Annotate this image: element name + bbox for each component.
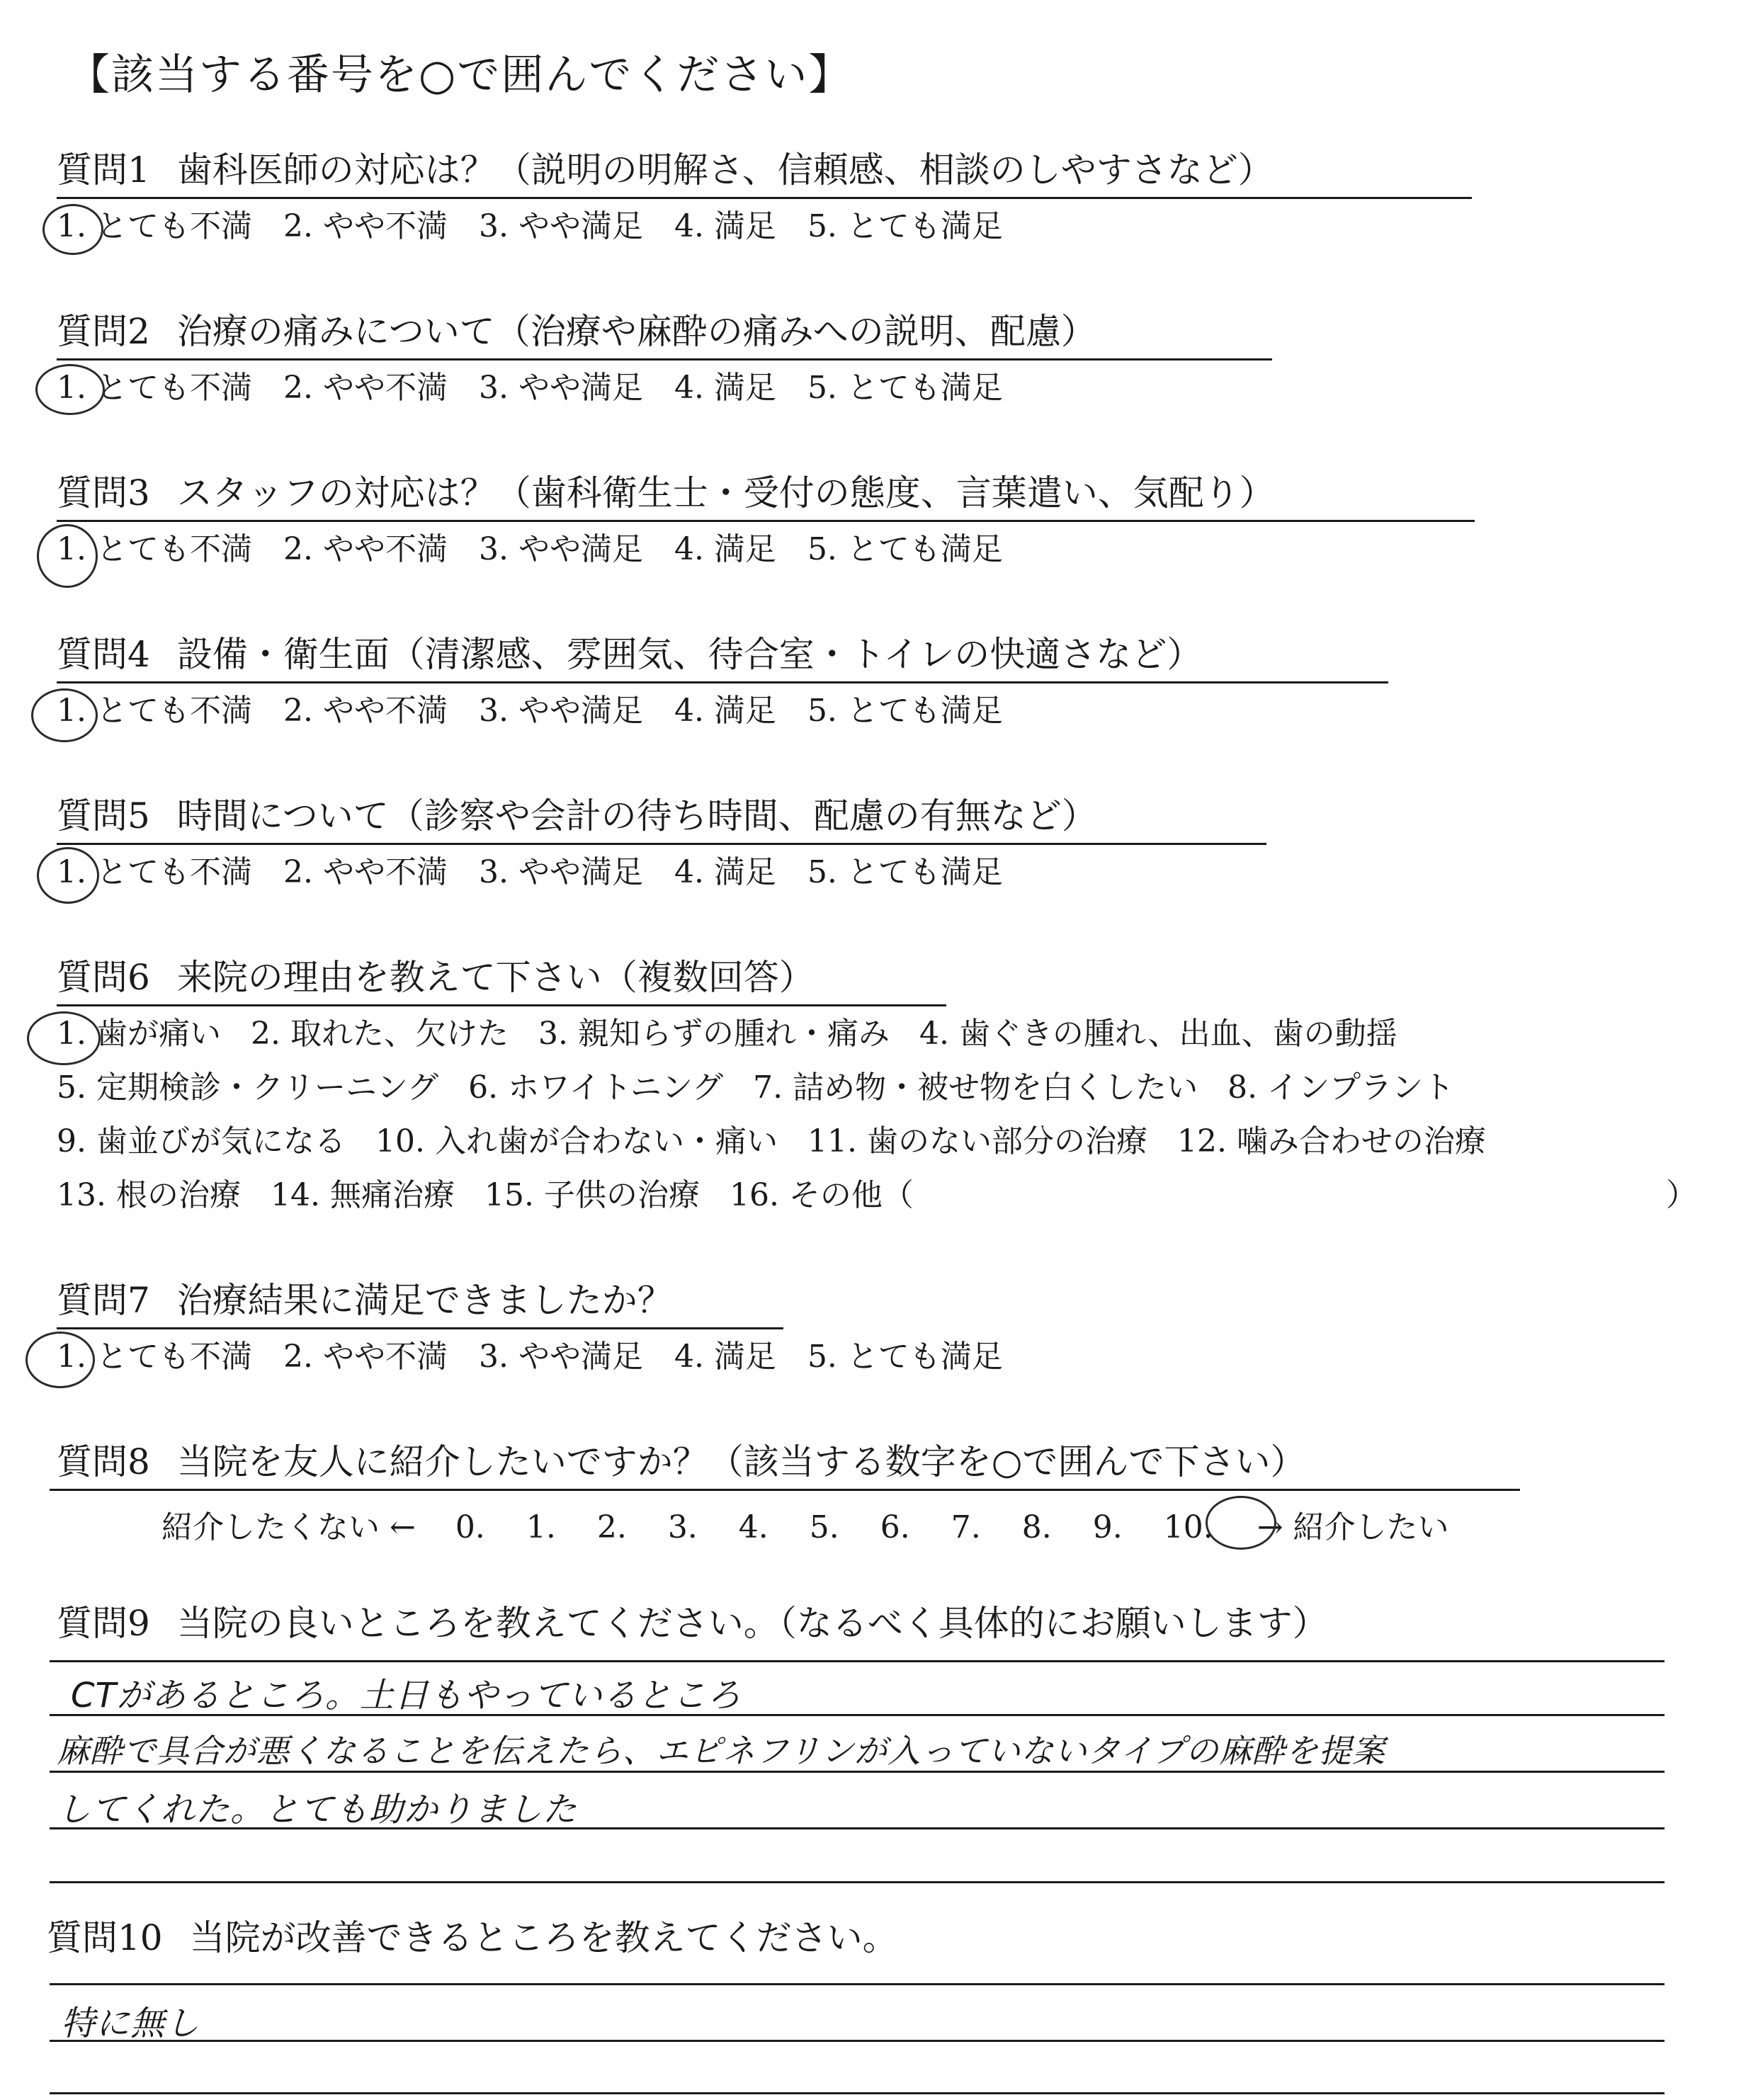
question-text: 歯科医師の対応は？（説明の明解さ、信頼感、相談のしやすさなど） bbox=[176, 149, 1274, 191]
option-label: とても不満 bbox=[96, 370, 252, 406]
option-label: 親知らずの腫れ・痛み bbox=[577, 1016, 890, 1052]
question-underline bbox=[57, 1327, 783, 1329]
question-text: スタッフの対応は？（歯科衛生士・受付の態度、言葉遣い、気配り） bbox=[176, 472, 1275, 513]
scale-option[interactable]: 10. bbox=[1163, 1509, 1213, 1545]
option-number: 4. bbox=[674, 1339, 704, 1375]
rating-options-q1 bbox=[57, 207, 1034, 246]
option-number: 5. bbox=[807, 854, 837, 890]
option-label: ホワイトニング bbox=[508, 1069, 724, 1106]
answer-circle bbox=[37, 847, 99, 904]
reason-options-line-3 bbox=[57, 1122, 1516, 1162]
option-label: 満足 bbox=[713, 208, 776, 244]
option-number: 5. bbox=[807, 208, 837, 244]
option-label: 子供の治療 bbox=[543, 1177, 700, 1213]
option-label: インプラント bbox=[1267, 1069, 1455, 1106]
option[interactable] bbox=[919, 1014, 1397, 1054]
option[interactable] bbox=[57, 1068, 438, 1108]
question-text: 当院の良いところを教えてください。（なるべく具体的にお願いします） bbox=[176, 1603, 1328, 1644]
question-number: 質問6 bbox=[57, 957, 150, 998]
question-text: 来院の理由を教えて下さい（複数回答） bbox=[176, 957, 815, 998]
option-number: 8. bbox=[1227, 1069, 1258, 1106]
handwritten-answer-line: CTがあるところ。土日もやっているところ bbox=[71, 1676, 742, 1715]
option[interactable] bbox=[674, 530, 776, 569]
option-label: やや満足 bbox=[518, 1339, 643, 1375]
option-number: 2. bbox=[250, 1016, 280, 1052]
option-label: やや満足 bbox=[518, 208, 643, 244]
question-3 bbox=[57, 472, 1279, 514]
option-number: 2. bbox=[283, 854, 313, 890]
rating-options-q4 bbox=[57, 691, 1034, 731]
option-number: 1. bbox=[57, 370, 86, 406]
reason-options-line-4 bbox=[57, 1176, 943, 1215]
option-label: やや満足 bbox=[518, 370, 643, 406]
option-label: 満足 bbox=[713, 854, 776, 890]
option-label: 根の治療 bbox=[115, 1177, 241, 1213]
option-number: 14. bbox=[270, 1177, 320, 1213]
question-2 bbox=[57, 310, 1101, 353]
option-label: やや不満 bbox=[322, 854, 448, 890]
option[interactable] bbox=[283, 853, 448, 892]
question-number: 質問9 bbox=[57, 1603, 150, 1644]
option-label: やや満足 bbox=[518, 531, 643, 567]
rating-options-q3 bbox=[57, 530, 1034, 569]
option-label: やや満足 bbox=[518, 693, 643, 729]
option-number: 4. bbox=[674, 370, 704, 406]
option-label: とても満足 bbox=[846, 693, 1003, 729]
question-underline bbox=[50, 1489, 1520, 1491]
scale-option[interactable]: 7. bbox=[951, 1509, 981, 1545]
answer-circle bbox=[1206, 1496, 1276, 1550]
option[interactable] bbox=[753, 1068, 1198, 1108]
rating-options-q7 bbox=[57, 1337, 1034, 1377]
option-number: 5. bbox=[807, 370, 837, 406]
option[interactable] bbox=[468, 1068, 723, 1108]
option-label: とても不満 bbox=[96, 208, 252, 244]
option-number: 7. bbox=[753, 1069, 783, 1106]
option[interactable] bbox=[538, 1014, 890, 1054]
question-9 bbox=[57, 1602, 1332, 1645]
scale-option[interactable]: 4. bbox=[738, 1509, 769, 1545]
option[interactable] bbox=[57, 1176, 241, 1215]
option-label: 無痛治療 bbox=[329, 1177, 455, 1213]
option[interactable] bbox=[807, 1337, 1003, 1377]
option-number: 3. bbox=[478, 1339, 509, 1375]
option-label: 歯が痛い bbox=[96, 1016, 221, 1052]
option-number: 4. bbox=[674, 208, 704, 244]
question-number: 質問10 bbox=[47, 1917, 163, 1958]
option-label: やや不満 bbox=[322, 693, 448, 729]
option-label: 満足 bbox=[713, 693, 776, 729]
option[interactable] bbox=[283, 1337, 448, 1377]
option[interactable] bbox=[674, 207, 776, 246]
option-number: 15. bbox=[484, 1177, 534, 1213]
option[interactable] bbox=[479, 530, 643, 569]
option-number: 6. bbox=[468, 1069, 499, 1106]
option-label: その他（ bbox=[788, 1177, 914, 1213]
question-4 bbox=[57, 633, 1206, 676]
option-label: とても満足 bbox=[846, 531, 1003, 567]
option-number: 2. bbox=[283, 531, 313, 567]
question-number: 質問5 bbox=[57, 795, 150, 836]
option-label: 詰め物・被せ物を白くしたい bbox=[793, 1069, 1198, 1106]
option[interactable] bbox=[807, 207, 1003, 246]
answer-circle bbox=[27, 1011, 101, 1065]
question-text: 当院を友人に紹介したいですか？（該当する数字を○で囲んで下さい） bbox=[176, 1441, 1306, 1482]
option-number: 2. bbox=[283, 208, 313, 244]
option[interactable] bbox=[375, 1122, 778, 1162]
option-label: とても満足 bbox=[846, 1339, 1003, 1375]
option-number: 10. bbox=[375, 1123, 425, 1159]
scale-left-label: 紹介したくない ← bbox=[161, 1509, 416, 1545]
option-label: やや満足 bbox=[518, 854, 643, 890]
option[interactable] bbox=[807, 368, 1003, 408]
answer-circle bbox=[31, 688, 98, 742]
writing-line bbox=[50, 1881, 1665, 1883]
handwritten-answer-line: 麻酔で具合が悪くなることを伝えたら、エピネフリンが入っていないタイプの麻酔を提案 bbox=[57, 1732, 1385, 1770]
option[interactable] bbox=[807, 530, 1003, 569]
option-label: 入れ歯が合わない・痛い bbox=[434, 1123, 778, 1159]
option-label: やや不満 bbox=[322, 1339, 448, 1375]
option[interactable] bbox=[484, 1176, 700, 1215]
scale-option[interactable]: 3. bbox=[667, 1509, 698, 1545]
option-label: 取れた、欠けた bbox=[290, 1016, 509, 1052]
option-number: 4. bbox=[919, 1016, 949, 1052]
scale-numbers bbox=[455, 1509, 1254, 1545]
other-close-paren: ） bbox=[1666, 1177, 1697, 1213]
scale-option[interactable]: 9. bbox=[1092, 1509, 1123, 1545]
option-number: 3. bbox=[478, 693, 509, 729]
question-text: 治療の痛みについて（治療や麻酔の痛みへの説明、配慮） bbox=[176, 311, 1096, 352]
option-number: 5. bbox=[807, 531, 837, 567]
answer-circle bbox=[42, 204, 103, 255]
option-label: とても満足 bbox=[846, 370, 1003, 406]
option[interactable] bbox=[807, 853, 1003, 892]
option-number: 2. bbox=[283, 1339, 313, 1375]
option-number: 1. bbox=[57, 854, 86, 890]
answer-circle bbox=[37, 524, 98, 588]
option-label: とても不満 bbox=[96, 854, 252, 890]
question-10 bbox=[47, 1917, 902, 1959]
option[interactable] bbox=[674, 853, 776, 892]
option-number: 1. bbox=[57, 693, 86, 729]
option-number: 12. bbox=[1176, 1123, 1227, 1159]
option[interactable] bbox=[271, 1176, 455, 1215]
option[interactable] bbox=[283, 530, 448, 569]
rating-options-q2 bbox=[57, 368, 1034, 408]
question-underline bbox=[57, 358, 1272, 361]
handwritten-answer-line: してくれた。とても助かりました bbox=[57, 1790, 578, 1829]
question-number: 質問4 bbox=[57, 634, 150, 675]
option-number: 4. bbox=[674, 531, 704, 567]
option[interactable] bbox=[283, 368, 448, 408]
question-number: 質問7 bbox=[57, 1280, 150, 1321]
scale-option[interactable]: 1. bbox=[526, 1509, 556, 1545]
option[interactable] bbox=[57, 1122, 346, 1162]
option[interactable] bbox=[674, 368, 776, 408]
question-underline bbox=[57, 843, 1266, 845]
writing-line bbox=[50, 2092, 1665, 2094]
option-label: 満足 bbox=[713, 370, 776, 406]
option-number: 1. bbox=[57, 208, 86, 244]
scale-option[interactable]: 5. bbox=[809, 1509, 839, 1545]
option-number: 3. bbox=[478, 531, 509, 567]
option-number: 4. bbox=[674, 693, 704, 729]
option[interactable] bbox=[283, 691, 448, 731]
option[interactable] bbox=[479, 207, 643, 246]
question-text: 当院が改善できるところを教えてください。 bbox=[189, 1917, 898, 1958]
option-label: とても満足 bbox=[846, 854, 1003, 890]
option-number: 3. bbox=[538, 1016, 568, 1052]
handwritten-answer-line: 特に無し bbox=[61, 2004, 200, 2043]
option-label: 歯のない部分の治療 bbox=[866, 1123, 1147, 1159]
option-number: 16. bbox=[729, 1177, 779, 1213]
option-label: 定期検診・クリーニング bbox=[96, 1069, 439, 1106]
option-number: 3. bbox=[478, 370, 509, 406]
question-number: 質問1 bbox=[57, 149, 150, 191]
option[interactable] bbox=[1177, 1122, 1486, 1162]
option[interactable] bbox=[479, 368, 643, 408]
option[interactable] bbox=[479, 853, 643, 892]
scale-option[interactable]: 6. bbox=[880, 1509, 910, 1545]
writing-line bbox=[50, 1983, 1665, 1985]
option-number: 2. bbox=[283, 370, 313, 406]
option[interactable] bbox=[251, 1014, 509, 1054]
option-label: 満足 bbox=[713, 531, 776, 567]
answer-circle bbox=[25, 1332, 95, 1388]
option-number: 9. bbox=[57, 1123, 86, 1159]
option-number: 1. bbox=[57, 1016, 86, 1052]
option-label: とても不満 bbox=[96, 531, 252, 567]
option[interactable] bbox=[730, 1176, 914, 1215]
reason-options-line-1 bbox=[57, 1014, 1427, 1054]
question-text: 治療結果に満足できましたか？ bbox=[176, 1280, 673, 1321]
question-underline bbox=[57, 197, 1472, 199]
option-label: やや不満 bbox=[322, 531, 448, 567]
question-number: 質問2 bbox=[57, 311, 150, 352]
option-label: とても不満 bbox=[96, 693, 252, 729]
option[interactable] bbox=[1227, 1068, 1454, 1108]
scale-option[interactable]: 2. bbox=[596, 1509, 627, 1545]
reason-options-line-2 bbox=[57, 1068, 1484, 1108]
option-number: 3. bbox=[478, 208, 509, 244]
question-6 bbox=[57, 956, 819, 999]
writing-line bbox=[50, 1660, 1665, 1662]
option-label: 噛み合わせの治療 bbox=[1236, 1123, 1486, 1159]
option-number: 2. bbox=[283, 693, 313, 729]
option[interactable] bbox=[674, 691, 776, 731]
option[interactable] bbox=[283, 207, 448, 246]
option[interactable] bbox=[807, 691, 1003, 731]
option-label: 歯ぐきの腫れ、出血、歯の動揺 bbox=[958, 1016, 1397, 1052]
question-text: 設備・衛生面（清潔感、雰囲気、待合室・トイレの快適さなど） bbox=[176, 634, 1203, 675]
option-number: 1. bbox=[57, 531, 86, 567]
form-header: 【該当する番号を○で囲んでください】 bbox=[67, 50, 853, 100]
question-8 bbox=[57, 1441, 1310, 1483]
option-number: 5. bbox=[807, 1339, 837, 1375]
question-7 bbox=[57, 1279, 677, 1322]
question-number: 質問3 bbox=[57, 472, 150, 513]
question-5 bbox=[57, 795, 1101, 837]
option-label: やや不満 bbox=[322, 208, 448, 244]
option[interactable] bbox=[807, 1122, 1147, 1162]
question-underline bbox=[57, 681, 1388, 683]
option-number: 1. bbox=[57, 1339, 86, 1375]
option[interactable] bbox=[479, 691, 643, 731]
question-underline bbox=[57, 1004, 946, 1006]
option-number: 5. bbox=[807, 693, 837, 729]
scale-option[interactable]: 8. bbox=[1021, 1509, 1052, 1545]
option[interactable] bbox=[674, 1337, 776, 1377]
option-number: 11. bbox=[807, 1123, 857, 1159]
option-label: 歯並びが気になる bbox=[96, 1123, 346, 1159]
option-label: やや不満 bbox=[322, 370, 448, 406]
question-number: 質問8 bbox=[57, 1441, 150, 1482]
option-number: 13. bbox=[57, 1177, 106, 1213]
option-label: とても満足 bbox=[846, 208, 1003, 244]
answer-circle bbox=[35, 364, 105, 415]
scale-right-label: → 紹介したい bbox=[1257, 1509, 1449, 1545]
scale-option[interactable]: 0. bbox=[455, 1509, 485, 1545]
option-number: 4. bbox=[674, 854, 704, 890]
option-label: 満足 bbox=[713, 1339, 776, 1375]
option-number: 5. bbox=[57, 1069, 86, 1106]
option-number: 3. bbox=[478, 854, 509, 890]
question-1 bbox=[57, 149, 1278, 191]
rating-options-q5 bbox=[57, 853, 1034, 892]
option-label: とても不満 bbox=[96, 1339, 252, 1375]
question-underline bbox=[57, 520, 1475, 522]
option[interactable] bbox=[479, 1337, 643, 1377]
question-text: 時間について（診察や会計の待ち時間、配慮の有無など） bbox=[176, 795, 1097, 836]
writing-line bbox=[50, 2040, 1665, 2042]
